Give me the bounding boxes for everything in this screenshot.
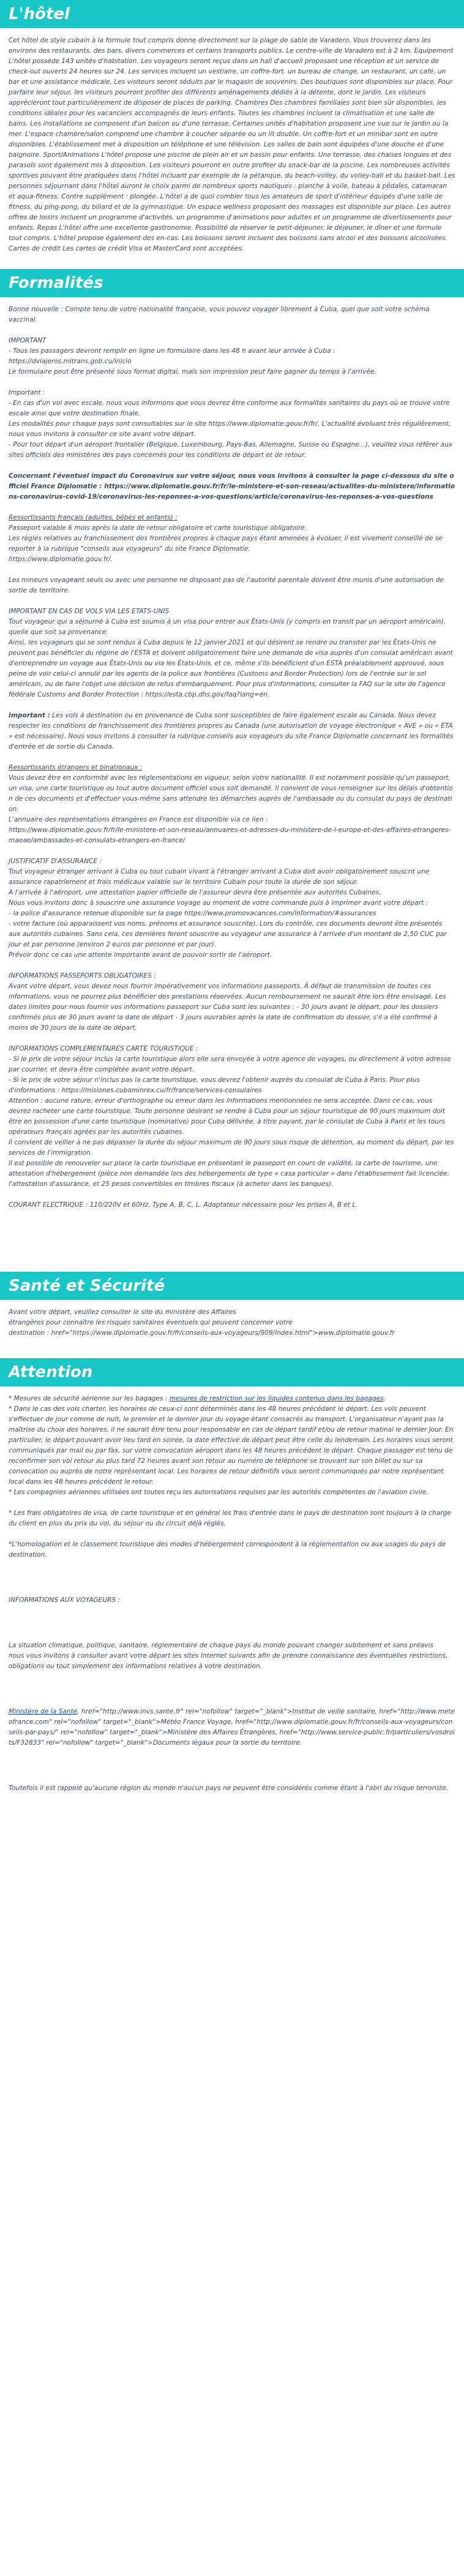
ministere-sante-link[interactable]: Ministère de la Santé [9, 1708, 78, 1715]
etrangers-body: Vous devez être en conformité avec les réglementations en vigueur, selon votre nationalité. Il est notamment possible qu'un passeport, un visa, une carte touristique ou tout autre document officiel vous soit demandé. Il convient de vous renseigner sur les délais d'obtention de ces documents et d'effectuer vous-même sans attendre les démarches auprès de l'ambassade ou du consulat du pays de destination. L'annuaire des représentations étrangères en France est disponible via ce lien : https://www.diplomatie.gouv.fr/fr/le-ministere-et-son-reseau/annuaires-et-adresses-du-ministere-de-l-europe-et-des-affaires-etrangeres-maeae/ambassades-et-consulats-etrangers-en-france/ [9, 774, 453, 844]
canada-body: Les vols à destination ou en provenance de Cuba sont susceptibles de faire également escale au Canada. Nous devez respecter les conditions de franchissement des frontières propres au Canada (une autorisation de voyage électronique « AVE » ou « ETA » est nécessaire). Nous vous invitons à consulter la rubrique conseils aux voyageurs du site France Diplomatie concernant les formalités d'entrée et de sortie du Canada. [9, 712, 454, 750]
carte-heading: INFORMATIONS COMPLEMENTAIRES CARTE TOURISTIQUE : [9, 1045, 198, 1052]
important-heading: IMPORTANT [9, 337, 47, 344]
homologation-paragraph: *L'homologation et le classement touristique des modes d'hébergement correspondent à la réglementation ou aux usages du pays de destination. [9, 1541, 446, 1558]
sante-section [0, 1300, 464, 1339]
carte-body: - Si le prix de votre séjour inclus la carte touristique alors elle sera envoyée à votre agence de voyages, ou directement à votre adresse par courrier, et devra être complétée avant votre départ. - Si le prix de votre séjour n'inclus pas la carte touristique, vous devrez l'obtenir auprès du consulat de Cuba à Paris. Pour plus d'informations : https://misiones.cubaminrex.cu/fr/france/services-consulaires Attention : aucune rature, erreur d'orthographe ou erreur dans les informations mentionnées ne sera acceptée. Dans ce cas, vous devrez racheter une carte touristique. Toute personne désirant se rendre à Cuba pour un séjour touristique de 90 jours maximum doit être en possession d'une carte touristique (nominative) pour Cuba délivrée, à titre payant, par le consulat de Cuba à Paris et les tours opérateurs français agréés par les autorités cubaines. Il convient de veiller à ne pas dépasser la durée du séjour maximum de 90 jours sous risque de détention, au moment du départ, par les services de l'immigration. Il est possible de renouveler sur place la carte touristique en présentant le passeport en cours de validité, la carte de tourisme, une attestation d'hébergement (pièce non demandée lors des hébergements de type « casa particular » dans l'établissement fait licenciée, l'attestation d'assurance, et 25 pesos convertibles en timbres fiscaux (à acheter dans les banques). [9, 1056, 454, 1188]
hotel-section [0, 28, 464, 254]
infos-voyageurs-heading: INFORMATIONS AUX VOYAGEURS : [9, 1596, 121, 1604]
spacer [9, 1759, 455, 1783]
hotel-description: Cet hôtel de style cubain à la formule tout compris donne directement sur la plage de sable de Varadero. Vous trouverez dans les environs des restaurants, des bars, divers commerces et certains transports publics. Le centre-ville de Varadero est à 2 km. Equipement L'hôtel possède 143 unités d'habitation. Les voyageurs seront reçus dans un hall d'accueil proposant une réception et un service de check-out ouverts 24 heures sur 24. Les services incluent un vestiaire, un coffre-fort, un bureau de change, un restaurant, un café, un bar et une assistance médicale. Les visiteurs seront séduits par le magasin de souvenirs. Des boutiques sont disponibles sur place. Pour parfaire leur séjour, les visiteurs pourront profiter des différents aménagements dédiés à la détente, dont le jardin. Les visiteurs apprécieront tout particulièrement de disposer de places de parking. Chambres Des chambres familiales sont bien sûr disponibles, les conditions idéales pour les vacanciers accompagnés de leurs enfants. Toutes les chambres incluent la climatisation et une salle de bains. Les installations se composent d'un balcon ou d'une terrasse. Certaines unités d'habitation proposent une vue sur le jardin ou la mer. L'espace chambre/salon comprend une chambre à coucher séparée ou un lit double. Un coffre-fort et un minibar sont en outre disponibles. L'établissement met à disposition un téléphone et une télévision. Les salles de bain sont équipées d'une douche et d'une baignoire. Sport/Animations L'hôtel propose une piscine de plein air et un bassin pour enfants. Une terrasse, des chaises longues et des parasols sont également mis à disposition. Les visiteurs pourront en outre profiter du snack-bar de la piscine. Les nombreuses activités sportives pouvant être pratiquées dans l'hôtel incluant par exemple de la pétanque, du beach-volley, du volley-ball et du basket-ball. Les personnes séjournant dans l'hôtel auront le choix parmi de nombreux sports nautiques : planche à voile, bateau à pédales, catamaran et aqua-fitness. Contre supplément : plongée. L'hôtel a de quoi combler tous les amateurs de sport d'intérieur équipés d'une salle de fitness, du ping-pong, du billard et de la gymnastique. Un espace wellness proposant des massages est disponible sur place. Les autres offres de loisirs incluent un programme d'activités, un programme d'animations pour adultes et un programme de divertissements pour enfants. Repas L'hôtel offre une excellente gastronomie. Possibilité de réserver le petit-déjeuner, le déjeuner, le dîner et une formule tout compris. L'hôtel propose également des en-cas. Les boissons seront incluent des boissons sans alcool et des boissons alcoolisées. Cartes de crédit Les cartes de crédit Visa et MasterCard sont acceptées. [9, 37, 455, 252]
spacer [9, 1571, 455, 1595]
covid-notice: Concernant l'éventuel impact du Coronavirus sur votre séjour, nous vous invitons à consulter la page ci-dessous du site officiel France Diplomatie : https://www.diplomatie.gouv.fr/fr/le-ministere-et-son-reseau/actualites-du-ministere/informations-coronavirus-covid-19/coronavirus-les-reponses-a-vos-questions/article/coronavirus-les-reponses-a-vos-questions [9, 472, 455, 500]
bagage-restrictions-link[interactable]: mesures de restriction sur les liquides contenus dans les bagages [169, 1395, 384, 1402]
usa-heading: IMPORTANT EN CAS DE VOLS VIA LES ETATS-UNIS [9, 608, 170, 615]
attention-section [0, 1386, 464, 1794]
usa-body: Tout voyageur qui a séjourné à Cuba est soumis à un visa pour entrer aux États-Unis (y compris en transit par un aéroport américain), quelle que soit sa provenance. Ainsi, les voyageurs qui se sont rendus à Cuba depuis le 12 janvier 2021 et qui désirent se rendre ou transiter par les États-Unis ne peuvent pas bénéficier du régime de l'ESTA et doivent obligatoirement faire une demande de visa auprès d'un consulat américain avant d'entreprendre un voyage aux États-Unis ou via les États-Unis, et ce, même s'ils bénéficient d'un ESTA préalablement approuvé, sous peine de voir celui-ci annulé par les agents de la police aux frontières (Customs and Border Protection) lors de l'entrée sur le sol américain, ou de faire l'objet une décision de refus d'embarquement. Pour plus d'informations, consulter la FAQ sur le site de l'agence fédérale Customs and Border Protection : https://esta.cbp.dhs.gov/faq?lang=en. [9, 618, 453, 698]
section-title-attention: Attention [0, 1358, 464, 1386]
important-body: - Tous les passagers devront remplir en ligne un formulaire dans les 48 h avant leur arrivée à Cuba : https://dviajeros.mitrans.gob.cu/inicio Le formulaire peut être présenté sous format digital, mais son impression peut faire gagner du temps à l'arrivée. [9, 347, 376, 376]
etrangers-heading: Ressortissants étrangers et binationaux : [9, 764, 143, 771]
section-title-formalites: Formalités [0, 269, 464, 297]
important-escale-heading: Important : [9, 389, 45, 396]
sante-body: Avant votre départ, veuillez consulter le site du ministère des Affaires étrangères pour connaître les risques sanitaires éventuels qui peuvent concerner votre destination : href="https://www.diplomatie.gouv.fr/fr/conseils-aux-voyageurs/909/index.html">www.diplomatie.gouv.fr [9, 1309, 395, 1337]
bagage-tail: . [383, 1395, 386, 1402]
terrorisme-footer: Toutefois il est rappelé qu'aucune région du monde n'aucun pays ne peuvent être considérés comme étant à l'abri du risque terroriste. [9, 1785, 449, 1792]
situation-paragraph: La situation climatique, politique, sanitaire, réglementaire de chaque pays du monde pouvant changer subitement et sans préavis nous vous invitons à consulter avant votre départ les sites Internet suivants afin de prendre connaissance des éventuelles restrictions, obligations ou tout simplement des informations relatives à votre destination. [9, 1642, 448, 1670]
liens-paragraph [9, 1707, 455, 1748]
section-title-hotel: L'hôtel [0, 0, 464, 28]
section-title-sante: Santé et Sécurité [0, 1272, 464, 1300]
canada-paragraph [9, 711, 455, 752]
assurance-heading: JUSTIFICATIF D'ASSURANCE : [9, 858, 102, 865]
passeports-body: Avant votre départ, vous devez nous fournir impérativement vos informations passeports. À défaut de transmission de toutes ces informations, vous ne pourrez plus bénéficier des prestations réservées. Aucun remboursement ne saurait être lors être envisagé. Les dates limites pour nous fournir vos informations passeport sur Cuba sont les suivantes : - 30 jours avant le départ, pour les dossiers confirmés plus de 30 jours avant la date de départ - 3 jours ouvrables après la date de confirmation du dossier, s'il a été confirmé à moins de 30 jours de la date de départ. [9, 983, 446, 1032]
liens-tail: , href="http://www.invs.sante.fr" rel="nofollow" target="_blank">Institut de veille sanitaire, href="http://www.meteofrance.com" rel="nofollow" target="_blank">Météo France Voyage, href="http://www.diplomatie.gouv.fr/fr/conseils-aux-voyageurs/conseils-par-pays/" rel="nofollow" target="_blank">Ministère des Affaires Étrangères, href="http://www.service-public.fr/particuliers/vosdroits/F32833" rel="nofollow" target="_blank">Documents légaux pour la sortie du territoire. [9, 1708, 455, 1747]
spacer [9, 1682, 455, 1707]
passeports-heading: INFORMATIONS PASSEPORTS OBLIGATOIRES : [9, 972, 156, 980]
assurance-body: Tout voyageur étranger arrivant à Cuba ou tout cubain vivant à l'étranger arrivant à Cuba doit avoir obligatoirement souscrit une assurance rapatriement et frais médicaux valable sur le territoire Cubain pour toute la durée de son séjour. A l'arrivée à l'aéroport, une attestation papier officielle de l'assureur devra être présentée aux autorités Cubaines. Nous vous invitons donc à souscrire une assurance voyage au moment de votre commande puis à imprimer avant votre départ : - la police d'assurance retenue disponible sur la page https://www.promovacances.com/information/#assurances - votre facture (où apparaissent vos noms, prénoms et assurance souscrite). Lors du contrôle, ces documents devront être présentés aux autorités cubaines. Sans cela, ces dernières feront souscrire au voyageur une assurance à l'arrivée d'un montant de 2,50 CUC par jour et par personne (environ 2 euros par personne et par jour). Prévoir donc ce cas une attente importante avant de pouvoir sortir de l'aéroport. [9, 868, 447, 959]
canada-lead: Important : [9, 712, 50, 719]
ressortissants-body: Passeport valable 6 mois après la date de retour obligatoire et carte touristique obligatoire. Les règles relatives au franchissement des frontières propres à chaque pays étant amenées à évoluer, il est vivement conseillé de se reporter à la rubrique "conseils aux voyageurs" du site France Diplomatie. https://www.diplomatie.gouv.fr/. [9, 524, 443, 563]
bagage-paragraph [9, 1394, 455, 1404]
courant-electrique: COURANT ELECTRIQUE : 110/220V et 60Hz. Type A, B, C, L. Adaptateur nécessaire pour les prises A, B et L. [9, 1201, 358, 1209]
formalites-intro: Bonne nouvelle : Compte tenu de votre nationalité française, vous pouvez voyager librement à Cuba, quel que soit votre schéma vaccinal. [9, 306, 430, 323]
important-escale-body: - En cas d'un vol avec escale, nous vous informons que vous devrez être conforme aux formalités sanitaires du pays où se trouve votre escale ainsi que votre destination finale. Les modalités pour chaque pays sont consultables sur le site https://www.diplomatie.gouv.fr/fr/. L'actualité évoluant très régulièrement, nous vous invitons à consulter ce site avant votre départ. - Pour tout départ d'un aéroport frontalier (Belgique, Luxembourg, Pays-Bas, Allemagne, Suisse ou Espagne...), veuillez vous référer aux sites officiels des ministères des pays concernés pour les conditions de départ et de retour. [9, 399, 452, 459]
ressortissants-heading: Ressortissants français (adultes, bébés et enfants) : [9, 514, 178, 521]
formalites-section [0, 297, 464, 1211]
taxes-paragraph: * Les frais obligatoires de visa, de carte touristique et en général les frais d'entrée dans le pays de destination sont toujours à la charge du client en plus du prix du vol, du séjour ou du circuit déjà réglés. [9, 1509, 451, 1527]
bagage-lead: * Mesures de sécurité aérienne sur les bagages : [9, 1395, 170, 1402]
spacer [9, 1616, 455, 1641]
horaires-paragraph: * Dans le cas des vols charter, les horaires de ceux-ci sont déterminés dans les 48 heures précédant le départ. Les vols peuvent s'effectuer de jour comme de nuit, le premier et le dernier jour du voyage étant consacrés au transport. L'organisateur n'ayant pas la maîtrise du choix des horaires, il ne saurait être tenu pour responsable en cas de départ tardif et/ou de retour matinal le dernier jour. En particulier, le départ pouvant avoir lieu tard en soirée, la date effective de départ peut être celle du lendemain. Les horaires vous seront communiqués par mail ou par fax, sur votre convocation aéroport dans les 48 heures précédent le départ. Chaque passager est tenu de reconfirmer son vol retour au plus tard 72 heures avant son retour au numéro de téléphone se trouvant sur son billet ou sur sa convocation ou auprès de notre représentant local. Les horaires de retour définitifs vous seront communiqués par notre représentant local dans les 48 heures précédent le retour. * Les compagnies aériennes utilisées ont toutes reçu les autorisations requises par les autorités compétentes de l'aviation civile. [9, 1405, 454, 1496]
mineurs-note: Les mineurs voyageant seuls ou avec une personne ne disposant pas de l'autorité parentale doivent être munis d'une autorisation de sortie de territoire. [9, 576, 444, 594]
